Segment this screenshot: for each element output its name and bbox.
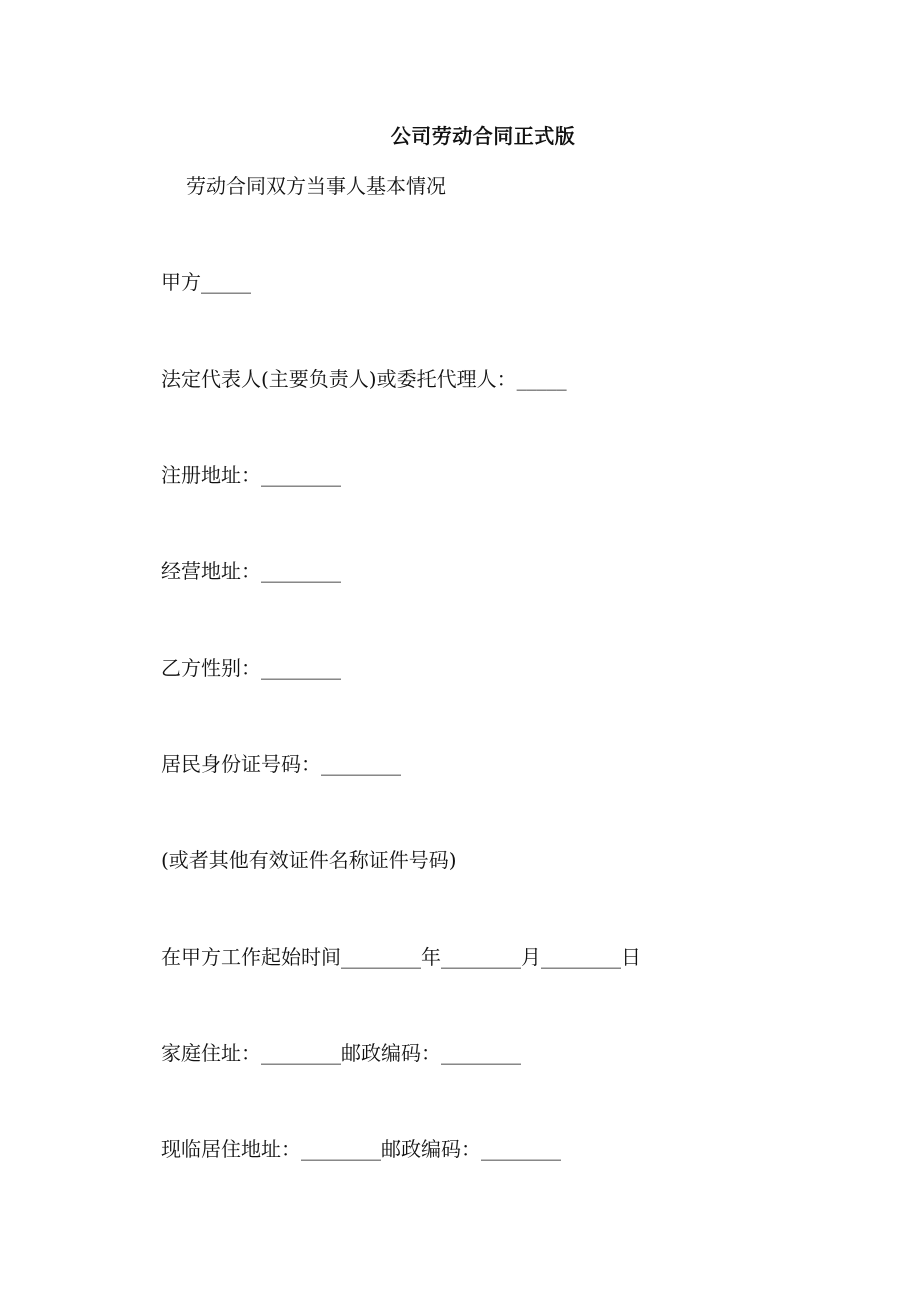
party-a-line: 甲方_____ <box>161 270 251 294</box>
business-address-line: 经营地址：________ <box>161 559 341 583</box>
other-id-note-line: (或者其他有效证件名称证件号码) <box>161 848 457 872</box>
id-number-line: 居民身份证号码：________ <box>161 752 401 776</box>
legal-representative-line: 法定代表人(主要负责人)或委托代理人：_____ <box>161 367 567 391</box>
current-address-line: 现临居住地址：________邮政编码：________ <box>161 1137 561 1161</box>
start-date-line: 在甲方工作起始时间________年________月________日 <box>161 945 641 969</box>
document-title: 公司劳动合同正式版 <box>390 124 576 148</box>
document-subtitle: 劳动合同双方当事人基本情况 <box>186 174 446 198</box>
party-b-gender-line: 乙方性别：________ <box>161 656 341 680</box>
registered-address-line: 注册地址：________ <box>161 463 341 487</box>
home-address-line: 家庭住址：________邮政编码：________ <box>161 1041 521 1065</box>
